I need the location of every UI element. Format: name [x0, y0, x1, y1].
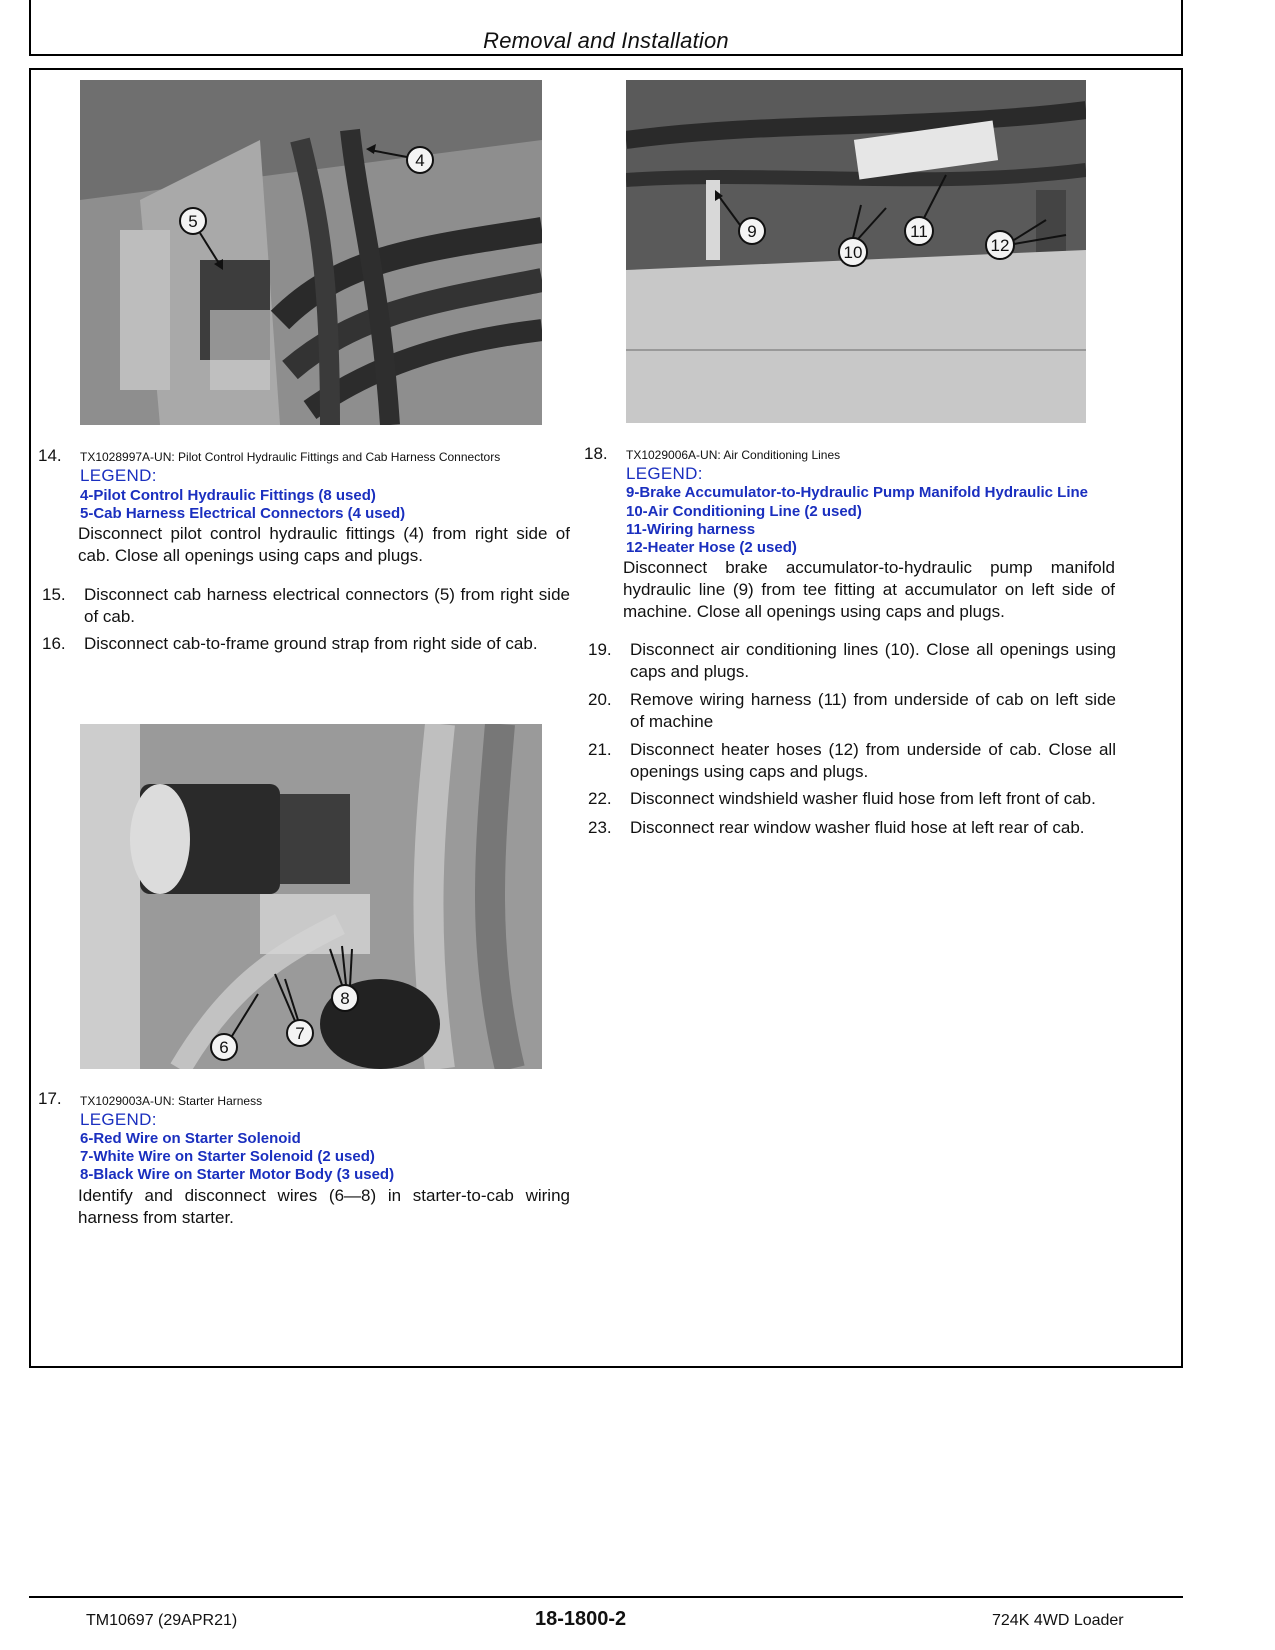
legend-title-18: LEGEND:: [626, 464, 703, 483]
figure-caption-18: TX1029006A-UN: Air Conditioning Lines: [626, 448, 841, 462]
figure-number-18: 18.: [584, 444, 608, 463]
instruction-14: Disconnect pilot control hydraulic fittings (4) from right side of cab. Close all openings using caps and plugs.: [78, 524, 570, 565]
callout-7: [287, 1020, 313, 1046]
svg-text:8: 8: [340, 989, 350, 1008]
svg-text:6: 6: [219, 1038, 229, 1057]
legend-title-17: LEGEND:: [80, 1110, 157, 1129]
callout-4: [407, 147, 433, 173]
page-header: [29, 0, 1183, 56]
step-text: Disconnect rear window washer fluid hose at left rear of cab.: [630, 818, 1085, 837]
step-number: 23.: [588, 818, 612, 837]
callout-5: [180, 208, 206, 234]
callout-8: [332, 985, 358, 1011]
step-16: [42, 633, 570, 655]
legend-item-8: 8-Black Wire on Starter Motor Body (3 used): [80, 1166, 395, 1183]
page-title: Removal and Installation: [483, 28, 729, 53]
legend-item-12: 12-Heater Hose (2 used): [626, 539, 797, 556]
svg-text:7: 7: [295, 1024, 305, 1043]
figure-number-17: 17.: [38, 1089, 62, 1108]
step-20: [588, 689, 1116, 733]
footer-divider: [29, 1596, 1183, 1598]
step-23: [588, 817, 1116, 839]
legend-title-14: LEGEND:: [80, 466, 157, 485]
legend-item-10: 10-Air Conditioning Line (2 used): [626, 503, 862, 520]
photo-air-conditioning-lines: [626, 80, 1086, 423]
svg-text:5: 5: [188, 212, 198, 231]
footer-model-name: 724K 4WD Loader: [992, 1612, 1124, 1629]
step-number: 22.: [588, 789, 612, 808]
svg-text:12: 12: [990, 236, 1010, 255]
photo-pilot-control-fittings: [80, 80, 542, 425]
callout-6: [211, 1034, 237, 1060]
step-number: 16.: [42, 634, 66, 653]
legend-item-7: 7-White Wire on Starter Solenoid (2 used): [80, 1148, 375, 1165]
step-text: Remove wiring harness (11) from underside of cab on left side of machine: [630, 690, 1116, 731]
step-number: 15.: [42, 585, 66, 604]
step-text: Disconnect cab harness electrical connectors (5) from right side of cab.: [84, 585, 570, 626]
step-19: [588, 639, 1116, 683]
step-number: 20.: [588, 690, 612, 709]
instruction-18: Disconnect brake accumulator-to-hydraulic pump manifold hydraulic line (9) from tee fitting at accumulator on left side of machine. Close all openings using caps and plugs.: [623, 558, 1115, 621]
photo-starter-harness: [80, 724, 542, 1069]
figure-caption-17: TX1029003A-UN: Starter Harness: [80, 1094, 263, 1108]
callout-10: [839, 238, 867, 266]
svg-text:9: 9: [747, 222, 757, 241]
legend-item-4: 4-Pilot Control Hydraulic Fittings (8 used): [80, 487, 376, 504]
step-text: Disconnect air conditioning lines (10). Close all openings using caps and plugs.: [630, 640, 1116, 681]
svg-text:10: 10: [843, 243, 863, 262]
step-number: 19.: [588, 640, 612, 659]
step-text: Disconnect cab-to-frame ground strap from right side of cab.: [84, 634, 538, 653]
legend-item-6: 6-Red Wire on Starter Solenoid: [80, 1130, 301, 1147]
legend-item-9: 9-Brake Accumulator-to-Hydraulic Pump Manifold Hydraulic Line: [626, 484, 1089, 501]
legend-item-11: 11-Wiring harness: [626, 521, 756, 538]
step-22: [588, 788, 1116, 810]
step-text: Disconnect heater hoses (12) from underside of cab. Close all openings using caps and plugs.: [630, 740, 1116, 781]
callout-12: [986, 231, 1014, 259]
legend-item-5: 5-Cab Harness Electrical Connectors (4 used): [80, 505, 406, 522]
figure-caption-14: TX1028997A-UN: Pilot Control Hydraulic Fittings and Cab Harness Connectors: [80, 450, 501, 464]
step-21: [588, 739, 1116, 783]
footer-page-number: 18-1800-2: [535, 1608, 627, 1630]
figure-number-14: 14.: [38, 446, 62, 465]
step-number: 21.: [588, 740, 612, 759]
step-15: [42, 584, 570, 628]
footer-manual-id: TM10697 (29APR21): [86, 1612, 238, 1629]
svg-text:11: 11: [910, 222, 928, 241]
svg-text:4: 4: [415, 151, 425, 170]
callout-11: [905, 217, 933, 245]
step-text: Disconnect windshield washer fluid hose from left front of cab.: [630, 789, 1096, 808]
callout-9: [739, 218, 765, 244]
instruction-17: Identify and disconnect wires (6—8) in starter-to-cab wiring harness from starter.: [78, 1186, 570, 1227]
